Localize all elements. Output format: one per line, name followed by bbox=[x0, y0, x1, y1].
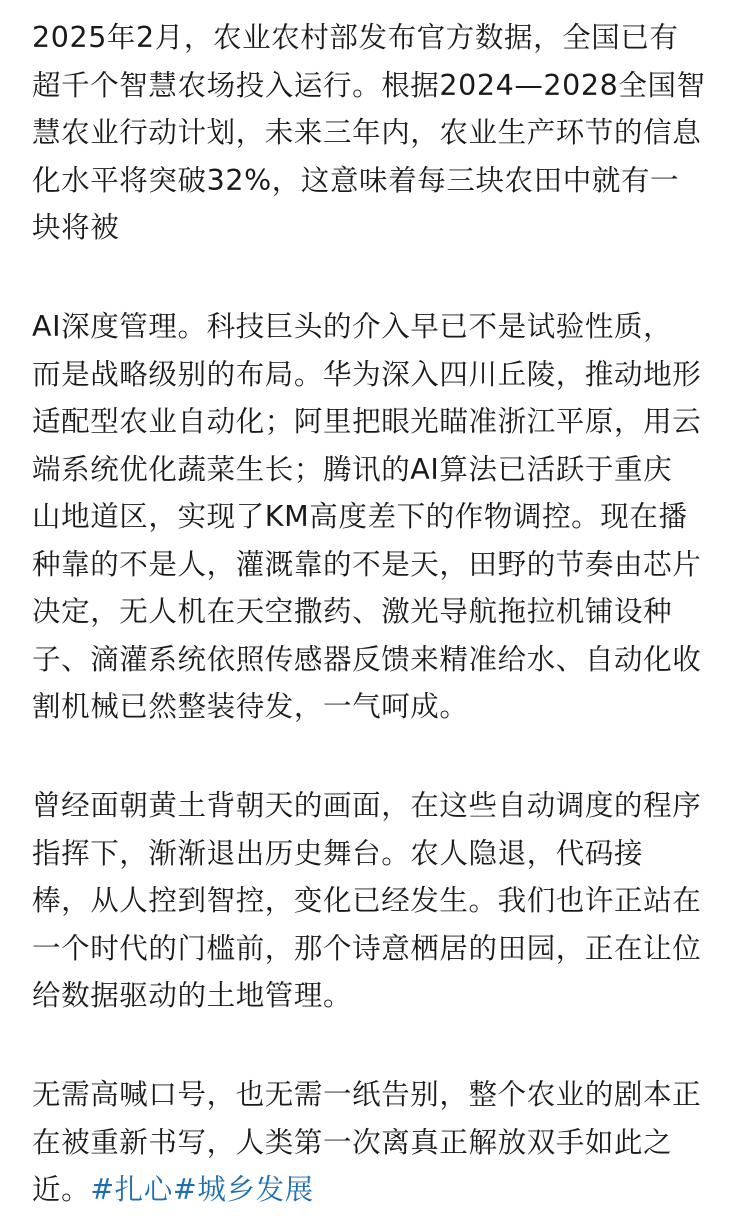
text-line: 端系统优化蔬菜生长；腾讯的AI算法已活跃于重庆 bbox=[32, 452, 673, 486]
text-line: 超千个智慧农场投入运行。根据2024—2028全国智 bbox=[32, 68, 706, 102]
paragraph-2 bbox=[32, 303, 701, 731]
text-line: 曾经面朝黄土背朝天的画面，在这些自动调度的程序 bbox=[32, 789, 702, 822]
text-line: 山地道区，实现了KM高度差下的作物调控。现在播 bbox=[32, 500, 688, 533]
text-line: 在被重新书写，人类第一次离真正解放双手如此之 bbox=[32, 1125, 673, 1159]
text-line: 决定，无人机在天空撒药、激光导航拖拉机铺设种 bbox=[32, 595, 673, 628]
text-line: 一个时代的门槛前，那个诗意栖居的田园，正在让位 bbox=[32, 931, 702, 965]
text-line: 2025年2月，农业农村部发布官方数据，全国已有 bbox=[32, 21, 679, 54]
hashtag-link[interactable]: #城乡发展 bbox=[172, 1173, 314, 1206]
hashtag-link[interactable]: #扎心 bbox=[90, 1173, 173, 1206]
text-line: 棒，从人控到智控，变化已经发生。我们也许正站在 bbox=[32, 884, 702, 917]
text-line: 割机械已然整装待发，一气呵成。 bbox=[32, 690, 469, 723]
closing-text: 近。 bbox=[32, 1173, 91, 1206]
text-line: 种靠的不是人，灌溉靠的不是天，田野的节奏由芯片 bbox=[32, 547, 702, 581]
text-line: 适配型农业自动化；阿里把眼光瞄准浙江平原，用云 bbox=[32, 405, 702, 438]
paragraph-1 bbox=[32, 14, 706, 252]
text-line: 指挥下，渐渐退出历史舞台。农人隐退，代码接 bbox=[32, 836, 644, 870]
paragraph-3 bbox=[32, 782, 701, 1020]
text-line: 化水平将突破32%，这意味着每三块农田中就有一 bbox=[32, 163, 680, 197]
text-line: 慧农业行动计划，未来三年内，农业生产环节的信息 bbox=[32, 116, 702, 149]
paragraph-4 bbox=[32, 1071, 701, 1214]
text-line: 块将被 bbox=[32, 211, 120, 244]
text-line: 给数据驱动的土地管理。 bbox=[32, 979, 353, 1012]
text-line: 子、滴灌系统依照传感器反馈来精准给水、自动化收 bbox=[32, 642, 702, 676]
text-line-with-hashtags bbox=[32, 1166, 701, 1214]
text-line: AI深度管理。科技巨头的介入早已不是试验性质， bbox=[32, 310, 673, 343]
text-line: 而是战略级别的布局。华为深入四川丘陵，推动地形 bbox=[32, 357, 702, 391]
text-line: 无需高喊口号，也无需一纸告别，整个农业的剧本正 bbox=[32, 1078, 702, 1111]
